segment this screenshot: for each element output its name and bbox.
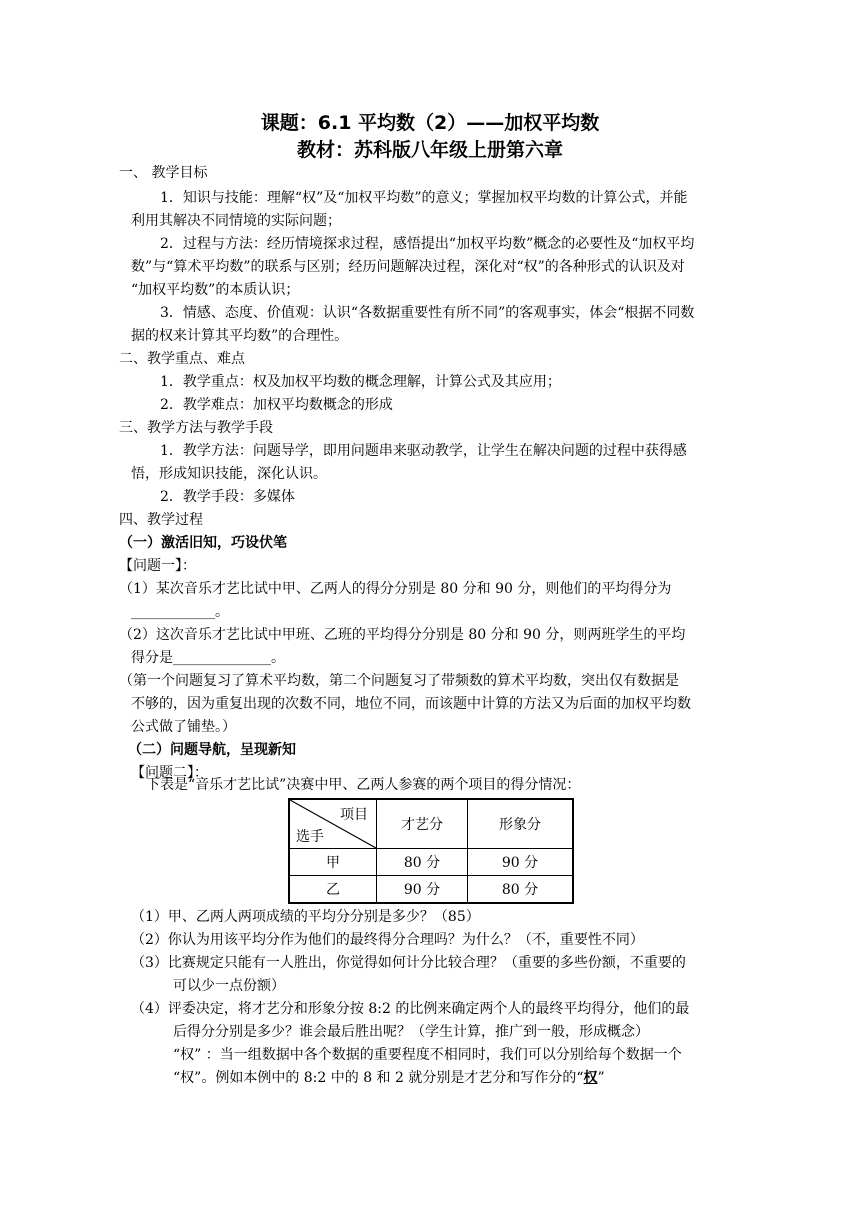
- method-1-line-2: 悟，形成知识技能，深化认识。: [131, 466, 327, 482]
- method-2: 2．教学手段：多媒体: [160, 489, 295, 505]
- row-talent-score: 90 分: [377, 876, 468, 904]
- table-row: [289, 876, 573, 904]
- weight-definition-close-quote: ”: [597, 1070, 605, 1086]
- problem-1-q1-line-1: （1）某次音乐才艺比试中甲、乙两人的得分分别是 80 分和 90 分，则他们的平均得分为: [119, 581, 672, 597]
- part-2-heading: （二）问题导航，呈现新知: [128, 742, 296, 758]
- section-heading-methods: 三、教学方法与教学手段: [119, 420, 273, 436]
- row-image-score: 90 分: [468, 849, 574, 876]
- objective-2-line-1: 2．过程与方法：经历情境探求过程，感悟提出“加权平均数”概念的必要性及“加权平均: [160, 236, 695, 252]
- problem-1-q2-line-2: 得分是______________。: [131, 650, 285, 666]
- weight-definition-highlight: 权: [583, 1070, 598, 1086]
- objective-3-line-2: 据的权来计算其平均数”的合理性。: [131, 328, 349, 344]
- problem-2-q4-line-1: （4）评委决定，将才艺分和形象分按 8:2 的比例来确定两个人的最终平均得分，他们的最: [131, 1001, 690, 1017]
- objective-1-line-1: 1．知识与技能：理解“权”及“加权平均数”的意义；掌握加权平均数的计算公式，并能: [160, 190, 688, 206]
- weight-definition-text: “权”。例如本例中的 8:2 中的 8 和 2 就分别是才艺分和写作分的“: [173, 1070, 584, 1086]
- problem-2-q3-line-1: （3）比赛规定只能有一人胜出，你觉得如何计分比较合理？（重要的多些份额，不重要的: [131, 955, 686, 971]
- objective-2-line-3: “加权平均数”的本质认识；: [131, 282, 300, 298]
- row-player-name: 乙: [289, 876, 377, 904]
- objective-3-line-1: 3．情感、态度、价值观：认识“各数据重要性有所不同”的客观事实，体会“根据不同数: [160, 305, 695, 321]
- problem-2-q2: （2）你认为用该平均分作为他们的最终得分合理吗？为什么？（不，重要性不同）: [131, 932, 644, 948]
- document-subtitle: 教材：苏科版八年级上册第六章: [296, 139, 563, 161]
- row-player-name: 甲: [289, 849, 377, 876]
- problem-2-intro: 下表是“音乐才艺比试”决赛中甲、乙两人参赛的两个项目的得分情况：: [146, 777, 581, 793]
- part-1-heading: （一）激活旧知，巧设伏笔: [119, 535, 287, 551]
- corner-label-item: 项目: [340, 807, 368, 823]
- weight-definition-line-1: “权” ：当一组数据中各个数据的重要程度不相同时，我们可以分别给每个数据一个: [173, 1047, 682, 1063]
- row-talent-score: 80 分: [377, 849, 468, 876]
- score-table: [288, 798, 574, 904]
- corner-label-player: 选手: [296, 829, 324, 845]
- problem-1-note-line-1: （第一个问题复习了算术平均数，第二个问题复习了带频数的算术平均数，突出仅有数据是: [119, 673, 679, 689]
- key-point-2: 2．教学难点：加权平均数概念的形成: [160, 397, 393, 413]
- key-point-1: 1．教学重点：权及加权平均数的概念理解，计算公式及其应用；: [160, 374, 561, 390]
- problem-2-label: 【问题二】：: [131, 765, 208, 781]
- table-header-row: [289, 799, 573, 849]
- section-heading-process: 四、教学过程: [119, 512, 203, 528]
- table-row: [289, 849, 573, 876]
- column-header-image: 形象分: [468, 799, 574, 849]
- objective-1-line-2: 利用其解决不同情境的实际问题；: [131, 213, 341, 229]
- problem-2-q3-line-2: 可以少一点份额）: [173, 978, 285, 994]
- column-header-talent: 才艺分: [377, 799, 468, 849]
- section-heading-objectives: 一、 教学目标: [119, 165, 208, 181]
- section-heading-key-points: 二、教学重点、难点: [119, 351, 245, 367]
- objective-2-line-2: 数”与“算术平均数”的联系与区别；经历问题解决过程，深化对“权”的各种形式的认识及对: [131, 259, 685, 275]
- weight-definition-line-2: [173, 1068, 605, 1088]
- document-title: 课题：6.1 平均数（2）——加权平均数: [260, 112, 600, 134]
- problem-1-q2-line-1: （2）这次音乐才艺比试中甲班、乙班的平均得分分别是 80 分和 90 分，则两班学生的平均: [119, 627, 686, 643]
- problem-1-note-line-3: 公式做了铺垫。）: [131, 719, 236, 735]
- problem-2-q4-line-2: 后得分分别是多少？谁会最后胜出呢？（学生计算，推广到一般，形成概念）: [173, 1024, 649, 1040]
- table-corner-cell: [289, 799, 377, 849]
- row-image-score: 80 分: [468, 876, 574, 904]
- problem-1-label: 【问题一】：: [119, 558, 196, 574]
- problem-1-note-line-2: 不够的，因为重复出现的次数不同，地位不同，而该题中计算的方法又为后面的加权平均数: [131, 696, 691, 712]
- problem-2-q1: （1）甲、乙两人两项成绩的平均分分别是多少？（85）: [131, 909, 480, 925]
- method-1-line-1: 1．教学方法：问题导学，即用问题串来驱动教学，让学生在解决问题的过程中获得感: [160, 443, 687, 459]
- problem-1-q1-line-2: ____________。: [131, 604, 229, 620]
